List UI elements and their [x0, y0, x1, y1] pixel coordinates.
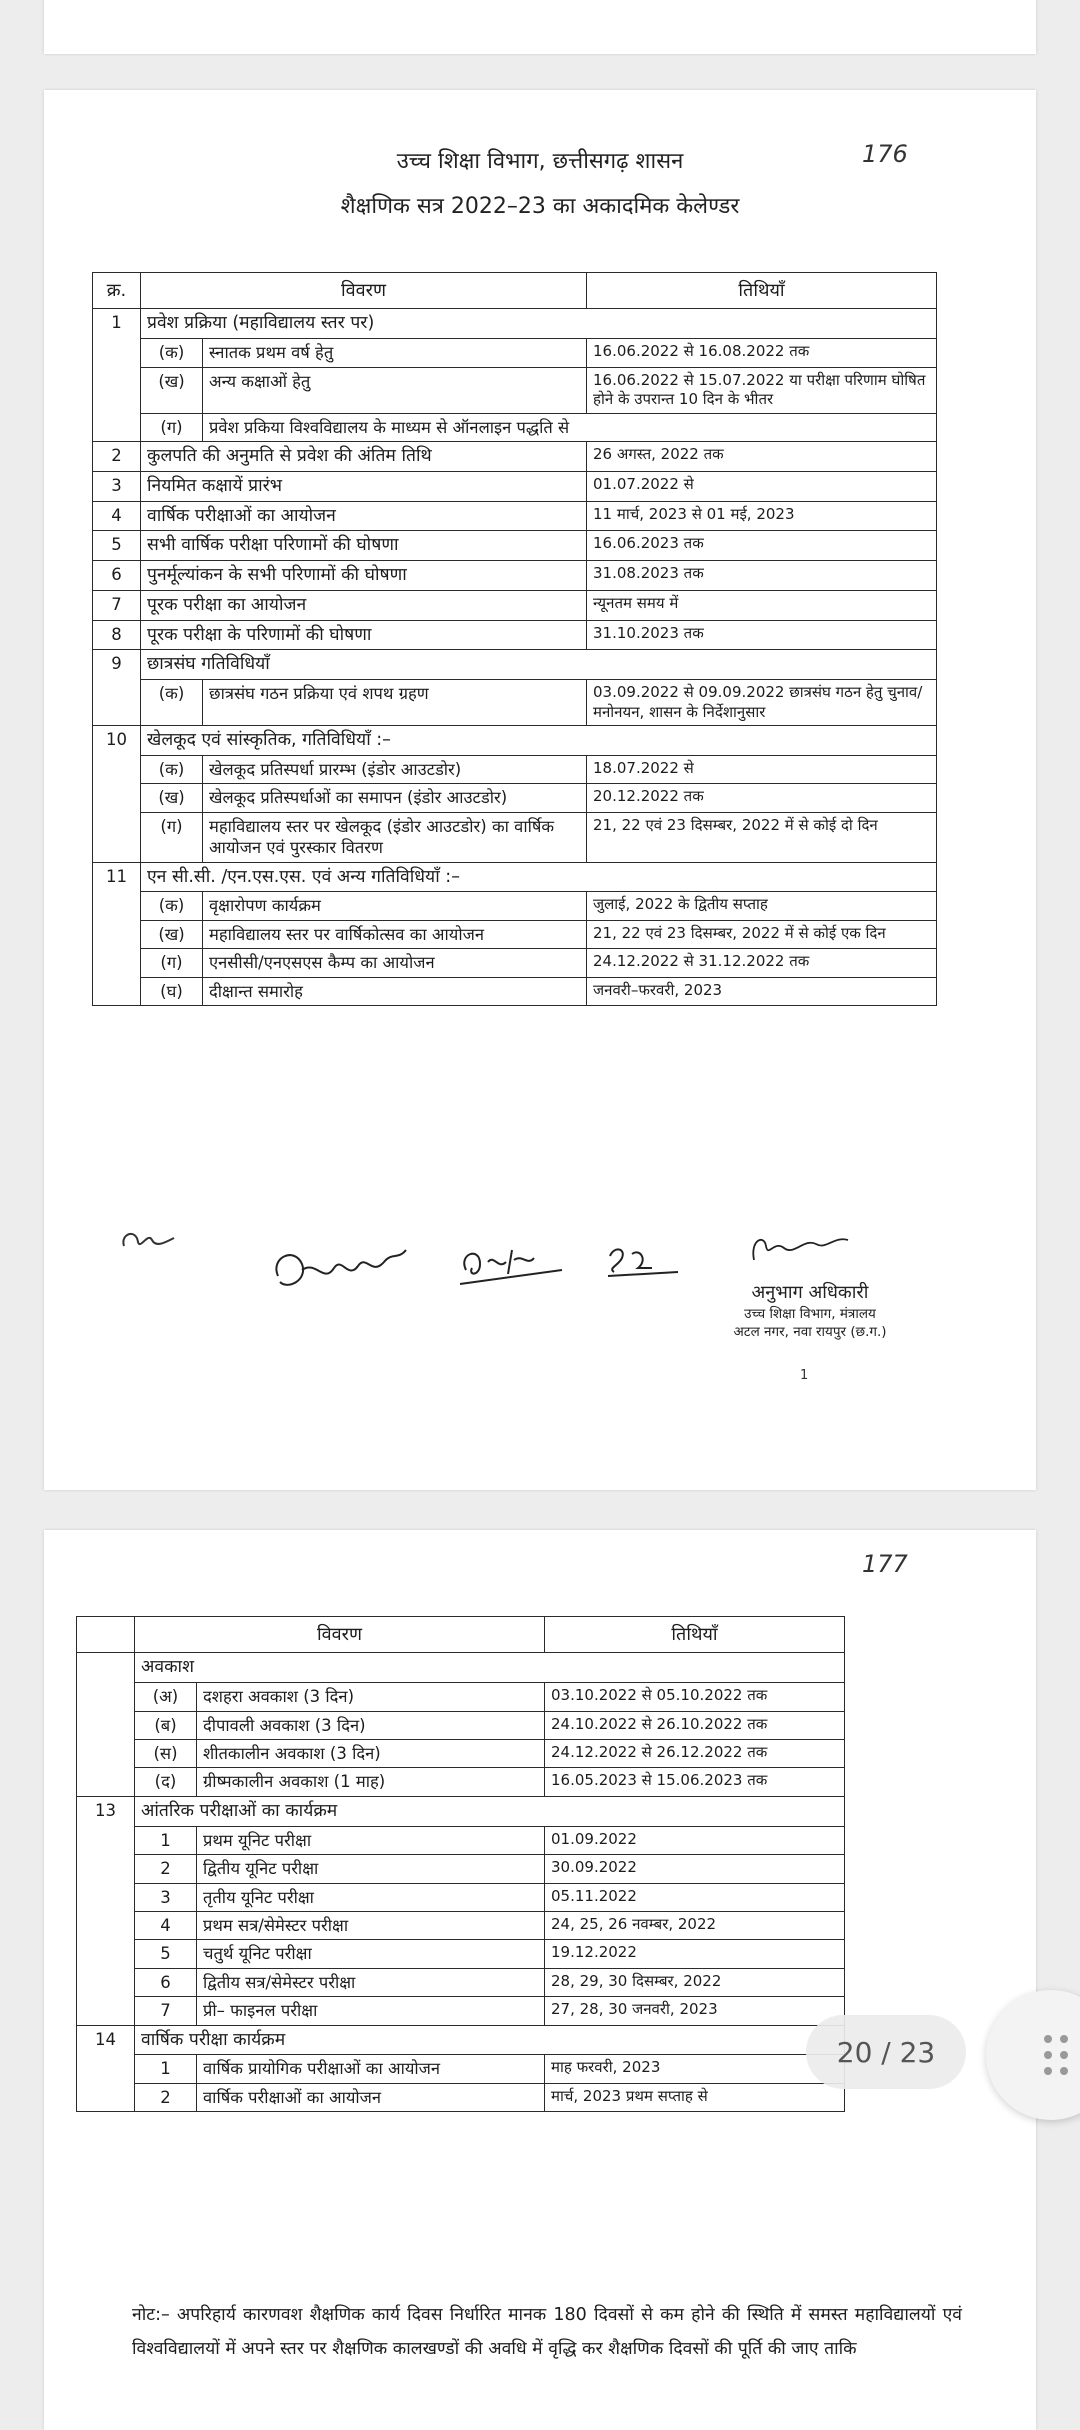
table-subrow [93, 812, 937, 862]
holiday-date: 03.10.2022 से 05.10.2022 तक [545, 1683, 845, 1711]
signature-initials [118, 1220, 178, 1267]
sub-item-label: (क) [141, 755, 203, 783]
document-page-2 [44, 1530, 1036, 2430]
table-subrow [77, 1826, 845, 1854]
previous-page [44, 0, 1036, 54]
doc-title-calendar: शैक्षणिक सत्र 2022–23 का अकादमिक केलेण्डर [340, 194, 740, 219]
table-subrow [93, 949, 937, 977]
header-dates: तिथियाँ [587, 273, 937, 309]
table-subrow [77, 2055, 845, 2083]
table-subrow [93, 784, 937, 812]
item-number-blank [77, 1653, 135, 1797]
sub-item-date: 05.11.2022 [545, 1883, 845, 1911]
sub-item-text: महाविद्यालय स्तर पर वार्षिकोत्सव का आयोजन [203, 920, 587, 948]
sub-item-date: 18.07.2022 से [587, 755, 937, 783]
sub-item-date: 16.06.2022 से 16.08.2022 तक [587, 339, 937, 367]
sub-item-label: (ख) [141, 784, 203, 812]
table-row [93, 471, 937, 501]
officer-block [680, 1280, 940, 1340]
table-subrow [77, 1997, 845, 2025]
item-heading: प्रवेश प्रक्रिया (महाविद्यालय स्तर पर) [141, 309, 937, 339]
sub-item-label: 2 [135, 1855, 197, 1883]
holiday-label: (अ) [135, 1683, 197, 1711]
table-row [93, 726, 937, 756]
item-date: 31.08.2023 तक [587, 561, 937, 591]
table-header-row [77, 1617, 845, 1653]
table-subrow [93, 977, 937, 1005]
holiday-label: (द) [135, 1768, 197, 1796]
signature-3 [604, 1240, 684, 1284]
table-row [77, 2025, 845, 2055]
sub-item-label: 5 [135, 1940, 197, 1968]
sub-item-label: 1 [135, 1826, 197, 1854]
sub-item-label: 4 [135, 1911, 197, 1939]
table-row [93, 531, 937, 561]
sub-item-label: (क) [141, 892, 203, 920]
item-text: वार्षिक परीक्षाओं का आयोजन [141, 501, 587, 531]
page-corner-mark: 176 [862, 140, 908, 168]
table-subrow [77, 1911, 845, 1939]
sub-item-label: 6 [135, 1968, 197, 1996]
sub-item-date: 16.06.2022 से 15.07.2022 या परीक्षा परिणाम घोषित होने के उपरान्त 10 दिन के भीतर [587, 367, 937, 413]
sub-item-date: मार्च, 2023 प्रथम सप्ताह से [545, 2083, 845, 2111]
table-subrow [77, 1711, 845, 1739]
table-row [93, 309, 937, 339]
item-date: 31.10.2023 तक [587, 620, 937, 650]
table-row [93, 650, 937, 680]
sub-item-text: अन्य कक्षाओं हेतु [203, 367, 587, 413]
table-subrow [77, 1855, 845, 1883]
holiday-date: 24.12.2022 से 26.12.2022 तक [545, 1740, 845, 1768]
sub-item-label: (ख) [141, 367, 203, 413]
item-date: 26 अगस्त, 2022 तक [587, 442, 937, 472]
sub-item-text: प्रवेश प्रकिया विश्वविद्यालय के माध्यम से ऑनलाइन पद्धति से [203, 413, 937, 441]
signature-1 [272, 1240, 412, 1304]
sub-item-label: (ग) [141, 413, 203, 441]
header-description: विवरण [141, 273, 587, 309]
header-dates: तिथियाँ [545, 1617, 845, 1653]
table-subrow [77, 2083, 845, 2111]
table-subrow [77, 1740, 845, 1768]
table-subrow [77, 1683, 845, 1711]
page-corner-mark-2: 177 [862, 1550, 908, 1578]
document-page-1 [44, 90, 1036, 1490]
sub-item-text: तृतीय यूनिट परीक्षा [197, 1883, 545, 1911]
sub-item-label: (क) [141, 680, 203, 726]
holiday-text: ग्रीष्मकालीन अवकाश (1 माह) [197, 1768, 545, 1796]
grid-dots-icon [1042, 2033, 1072, 2077]
item-number: 14 [77, 2025, 135, 2112]
sub-item-date: माह फरवरी, 2023 [545, 2055, 845, 2083]
sub-item-date: जुलाई, 2022 के द्वितीय सप्ताह [587, 892, 937, 920]
item-heading: आंतरिक परीक्षाओं का कार्यक्रम [135, 1796, 845, 1826]
table-header-row [93, 273, 937, 309]
table-subrow [77, 1768, 845, 1796]
holiday-date: 24.10.2022 से 26.10.2022 तक [545, 1711, 845, 1739]
table-row [93, 620, 937, 650]
sub-item-text: स्नातक प्रथम वर्ष हेतु [203, 339, 587, 367]
header-description: विवरण [135, 1617, 545, 1653]
header-blank [77, 1617, 135, 1653]
holiday-text: दीपावली अवकाश (3 दिन) [197, 1711, 545, 1739]
item-number: 5 [93, 531, 141, 561]
sub-item-date: 30.09.2022 [545, 1855, 845, 1883]
sub-item-date: 24, 25, 26 नवम्बर, 2022 [545, 1911, 845, 1939]
item-number: 2 [93, 442, 141, 472]
table-subrow [77, 1940, 845, 1968]
signature-officer [744, 1230, 854, 1274]
sub-item-date: 20.12.2022 तक [587, 784, 937, 812]
item-number: 3 [93, 471, 141, 501]
item-text: नियमित कक्षायें प्रारंभ [141, 471, 587, 501]
sub-item-text: दीक्षान्त समारोह [203, 977, 587, 1005]
item-date: 16.06.2023 तक [587, 531, 937, 561]
doc-title-dept: उच्च शिक्षा विभाग, छत्तीसगढ़ शासन [396, 149, 684, 174]
table-subrow [93, 339, 937, 367]
calendar-table [92, 272, 937, 1006]
sub-item-label: (क) [141, 339, 203, 367]
header-sno: क्र. [93, 273, 141, 309]
sub-item-text: प्री– फाइनल परीक्षा [197, 1997, 545, 2025]
item-heading: छात्रसंघ गतिविधियाँ [141, 650, 937, 680]
sub-item-label: 3 [135, 1883, 197, 1911]
footnote: नोट:– अपरिहार्य कारणवश शैक्षणिक कार्य दिवस निर्धारित मानक 180 दिवसों से कम होने की स्थिति में समस्त महाविद्यालयों एवं विश्वविद्यालयों में अपने स्तर पर शैक्षणिक कालखण्डों की अवधि में वृद्धि कर शैक्षणिक दिवसों की पूर्ति की जाए ताकि [132, 2305, 962, 2359]
table-subrow [77, 1968, 845, 1996]
item-number: 10 [93, 726, 141, 863]
calendar-table-2 [76, 1616, 845, 2112]
sub-item-text: प्रथम यूनिट परीक्षा [197, 1826, 545, 1854]
item-heading: एन सी.सी. /एन.एस.एस. एवं अन्य गतिविधियाँ :– [141, 862, 937, 892]
table-row [93, 442, 937, 472]
sub-item-text: वृक्षारोपण कार्यक्रम [203, 892, 587, 920]
holiday-text: शीतकालीन अवकाश (3 दिन) [197, 1740, 545, 1768]
sub-item-date: 24.12.2022 से 31.12.2022 तक [587, 949, 937, 977]
table-row [93, 501, 937, 531]
item-text: कुलपति की अनुमति से प्रवेश की अंतिम तिथि [141, 442, 587, 472]
sub-item-label: 7 [135, 1997, 197, 2025]
table-subrow [93, 367, 937, 413]
holiday-text: दशहरा अवकाश (3 दिन) [197, 1683, 545, 1711]
item-heading: वार्षिक परीक्षा कार्यक्रम [135, 2025, 845, 2055]
item-number: 8 [93, 620, 141, 650]
sub-item-date: 28, 29, 30 दिसम्बर, 2022 [545, 1968, 845, 1996]
sub-item-label: 2 [135, 2083, 197, 2111]
sub-item-date: 21, 22 एवं 23 दिसम्बर, 2022 में से कोई एक दिन [587, 920, 937, 948]
sub-item-date: 27, 28, 30 जनवरी, 2023 [545, 1997, 845, 2025]
sub-item-label: 1 [135, 2055, 197, 2083]
officer-title: अनुभाग अधिकारी [751, 1282, 869, 1303]
table-row [93, 561, 937, 591]
table-row [77, 1653, 845, 1683]
item-date: न्यूनतम समय में [587, 590, 937, 620]
sub-item-text: छात्रसंघ गठन प्रक्रिया एवं शपथ ग्रहण [203, 680, 587, 726]
holiday-label: (ब) [135, 1711, 197, 1739]
table-subrow [93, 413, 937, 441]
table-subrow [93, 755, 937, 783]
table-row [93, 590, 937, 620]
holiday-date: 16.05.2023 से 15.06.2023 तक [545, 1768, 845, 1796]
sub-item-label: (घ) [141, 977, 203, 1005]
item-text: पूरक परीक्षा का आयोजन [141, 590, 587, 620]
sub-item-text: एनसीसी/एनएसएस कैम्प का आयोजन [203, 949, 587, 977]
sub-item-text: प्रथम सत्र/सेमेस्टर परीक्षा [197, 1911, 545, 1939]
sub-item-date: जनवरी–फरवरी, 2023 [587, 977, 937, 1005]
item-heading: खेलकूद एवं सांस्कृतिक, गतिविधियाँ :– [141, 726, 937, 756]
table-row [93, 862, 937, 892]
sub-item-text: खेलकूद प्रतिस्पर्धाओं का समापन (इंडोर आउटडोर) [203, 784, 587, 812]
item-date: 01.07.2022 से [587, 471, 937, 501]
item-text: सभी वार्षिक परीक्षा परिणामों की घोषणा [141, 531, 587, 561]
sub-item-text: द्वितीय सत्र/सेमेस्टर परीक्षा [197, 1968, 545, 1996]
signature-2 [458, 1240, 568, 1294]
table-subrow [93, 680, 937, 726]
table-subrow [93, 892, 937, 920]
sub-item-date: 19.12.2022 [545, 1940, 845, 1968]
item-number: 1 [93, 309, 141, 442]
item-text: पुनर्मूल्यांकन के सभी परिणामों की घोषणा [141, 561, 587, 591]
holiday-label: (स) [135, 1740, 197, 1768]
item-text: पूरक परीक्षा के परिणामों की घोषणा [141, 620, 587, 650]
sub-item-text: चतुर्थ यूनिट परीक्षा [197, 1940, 545, 1968]
item-number: 13 [77, 1796, 135, 2025]
sub-item-text: महाविद्यालय स्तर पर खेलकूद (इंडोर आउटडोर) का वार्षिक आयोजन एवं पुरस्कार वितरण [203, 812, 587, 862]
sub-item-label: (ख) [141, 920, 203, 948]
table-row [77, 1796, 845, 1826]
holiday-heading: अवकाश [135, 1653, 845, 1683]
sub-item-date: 21, 22 एवं 23 दिसम्बर, 2022 में से कोई दो दिन [587, 812, 937, 862]
item-number: 9 [93, 650, 141, 726]
sub-item-date: 01.09.2022 [545, 1826, 845, 1854]
sub-item-date: 03.09.2022 से 09.09.2022 छात्रसंघ गठन हेतु चुनाव/मनोनयन, शासन के निर्देशानुसार [587, 680, 937, 726]
sub-item-text: खेलकूद प्रतिस्पर्धा प्रारम्भ (इंडोर आउटडोर) [203, 755, 587, 783]
sub-item-text: द्वितीय यूनिट परीक्षा [197, 1855, 545, 1883]
table-subrow [93, 920, 937, 948]
item-number: 4 [93, 501, 141, 531]
sub-item-label: (ग) [141, 812, 203, 862]
item-number: 7 [93, 590, 141, 620]
sub-item-label: (ग) [141, 949, 203, 977]
item-number: 6 [93, 561, 141, 591]
sub-item-text: वार्षिक प्रायोगिक परीक्षाओं का आयोजन [197, 2055, 545, 2083]
page-number: 1 [800, 1368, 809, 1383]
sub-item-text: वार्षिक परीक्षाओं का आयोजन [197, 2083, 545, 2111]
page-indicator: 20 / 23 [806, 2015, 966, 2089]
officer-dept: उच्च शिक्षा विभाग, मंत्रालय [744, 1306, 876, 1322]
item-date: 11 मार्च, 2023 से 01 मई, 2023 [587, 501, 937, 531]
table-subrow [77, 1883, 845, 1911]
officer-address: अटल नगर, नवा रायपुर (छ.ग.) [733, 1324, 887, 1340]
item-number: 11 [93, 862, 141, 1006]
